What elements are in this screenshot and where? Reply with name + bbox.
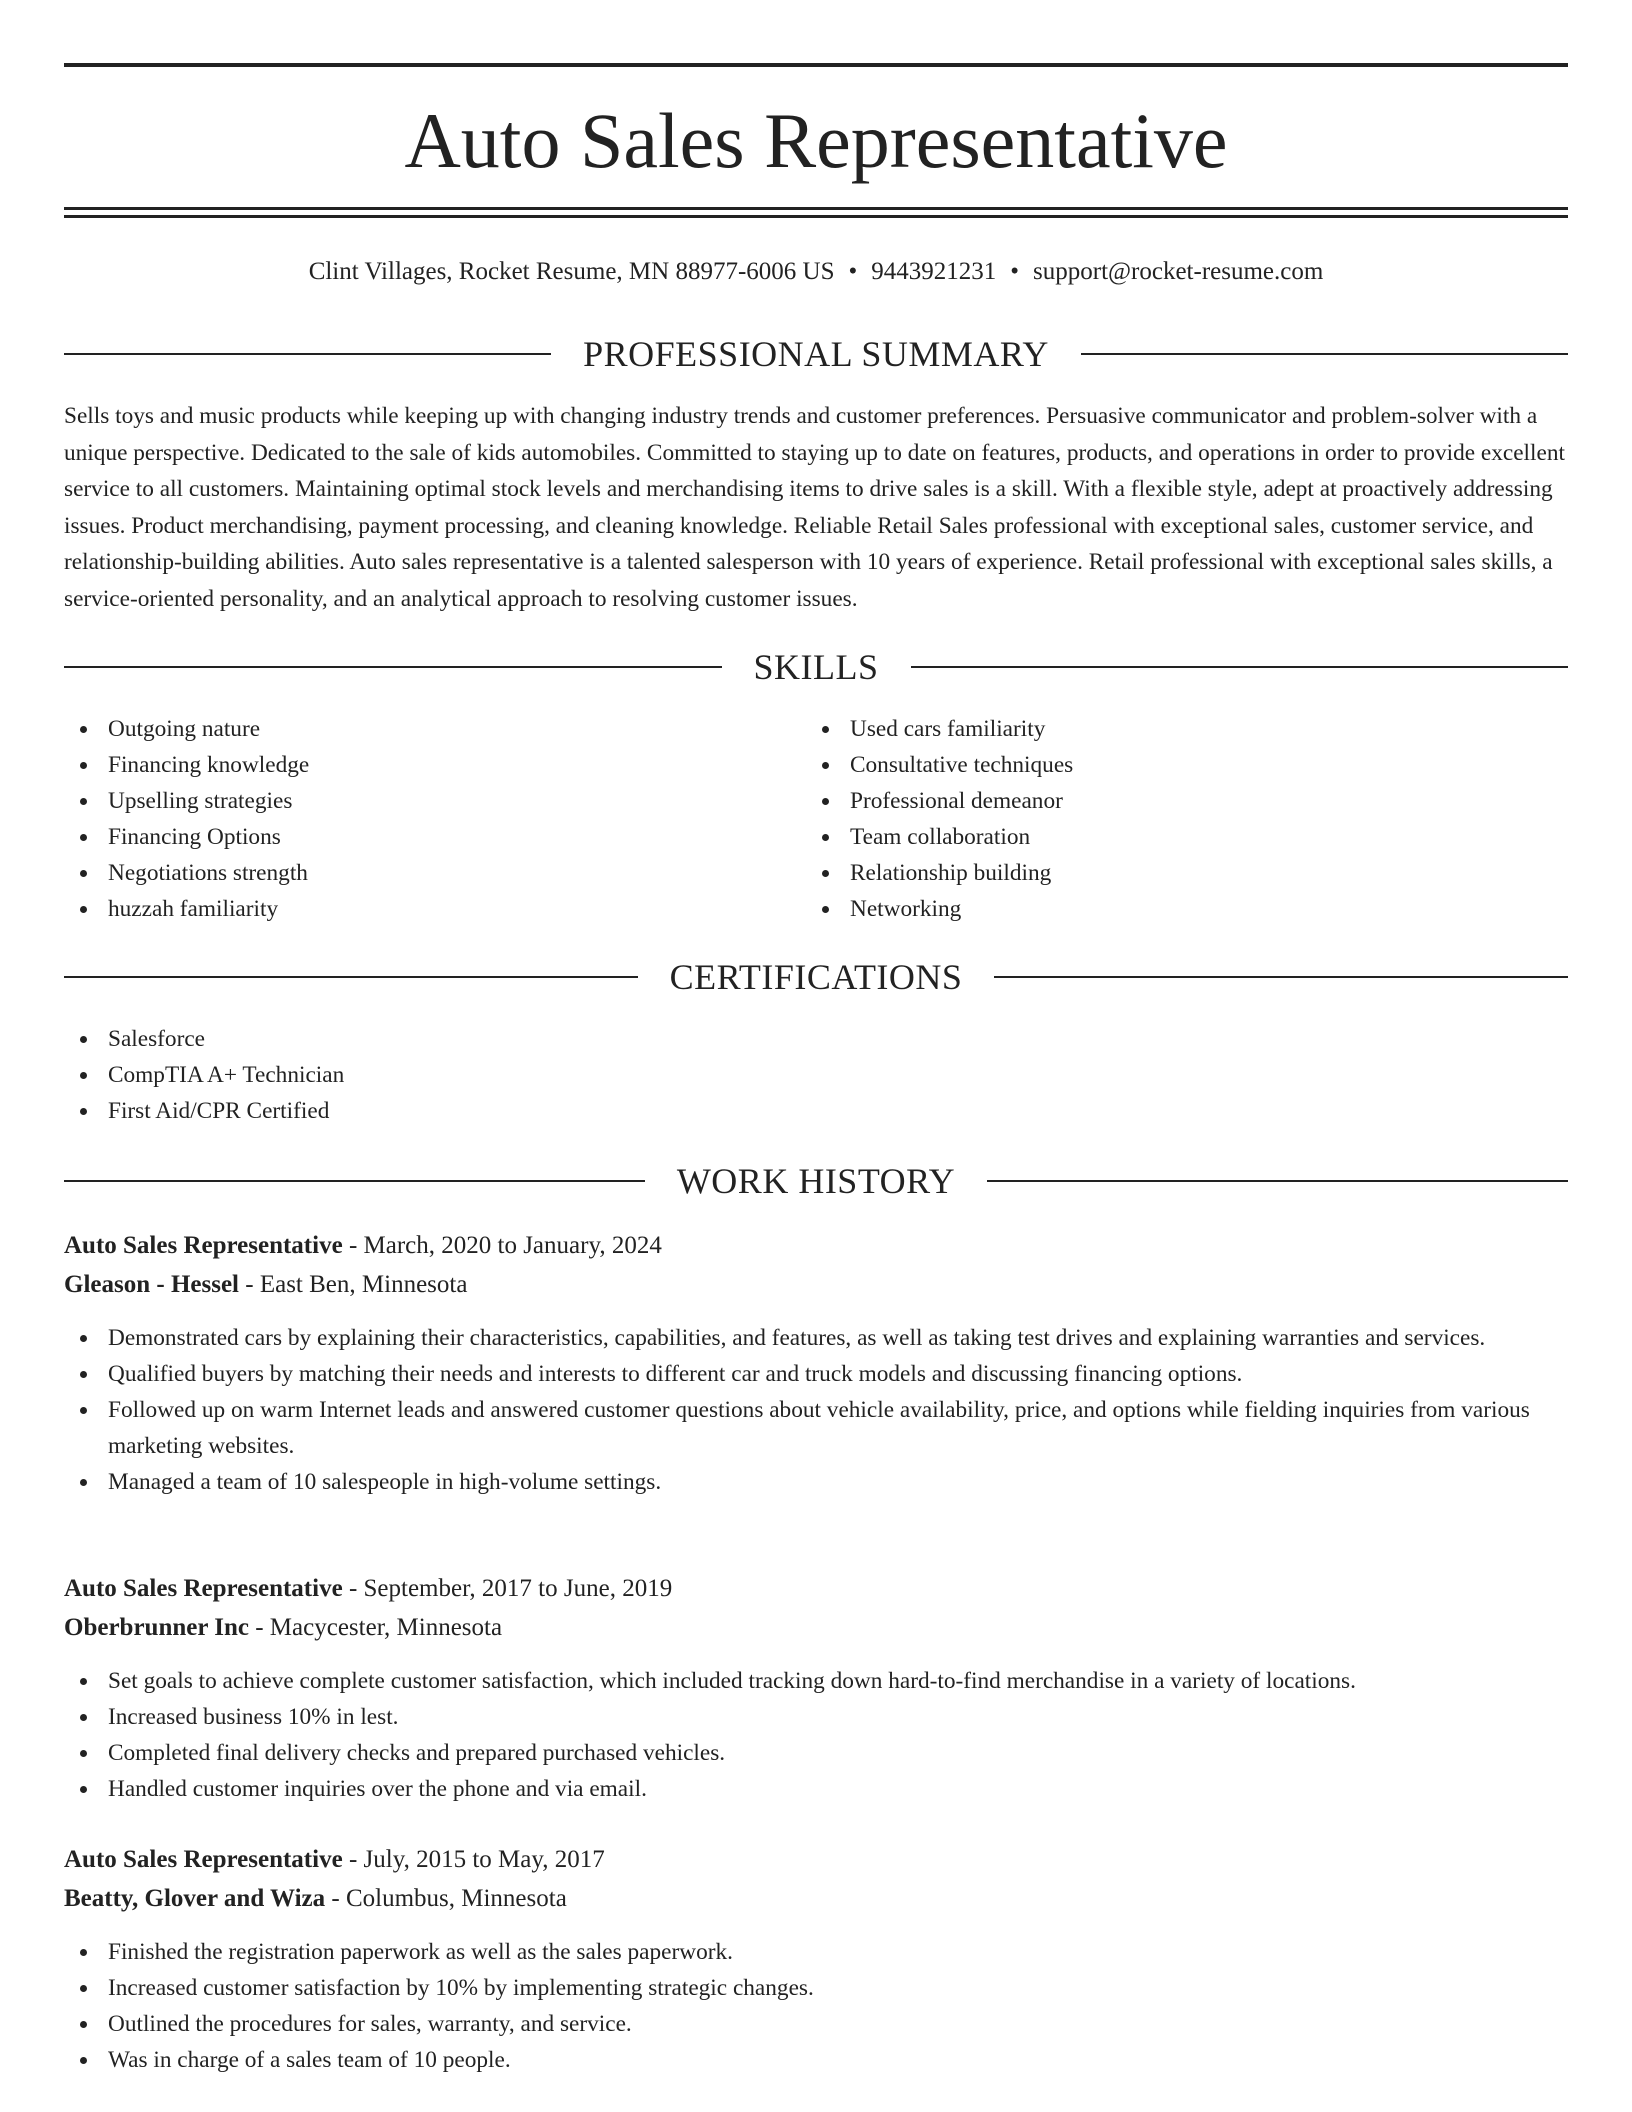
job-dates: - March, 2020 to January, 2024 <box>342 1232 662 1259</box>
job-bullet: Qualified buyers by matching their needs and interests to different car and truck models and discussing financing options. <box>64 1356 1568 1392</box>
job-bullets <box>64 1663 1568 1807</box>
divider <box>987 1180 1568 1182</box>
skill-item: Professional demeanor <box>806 783 1506 819</box>
job-company-line <box>64 1608 1568 1647</box>
section-title: WORK HISTORY <box>676 1161 956 1201</box>
certifications-list <box>64 1021 1568 1129</box>
job-bullets <box>64 1934 1568 2078</box>
job-bullet: Was in charge of a sales team of 10 people. <box>64 2042 1568 2078</box>
job-location: - Columbus, Minnesota <box>325 1885 567 1912</box>
job-entry <box>64 1840 1568 2078</box>
job-entry <box>64 1226 1568 1500</box>
job-dates: - July, 2015 to May, 2017 <box>342 1846 605 1873</box>
skill-item: Outgoing nature <box>64 711 764 747</box>
section-title: SKILLS <box>753 647 879 687</box>
summary-text: Sells toys and music products while keeping up with changing industry trends and customer preferences. Persuasive communicator and problem-solver with a unique perspective. Dedicated to the sale of kids automobiles. Committed to staying up to date on features, products, and operations in order to provide excellent service to all customers. Maintaining optimal stock levels and merchandising items to drive sales is a skill. With a flexible style, adept at proactively addressing issues. Product merchandising, payment processing, and cleaning knowledge. Reliable Retail Sales professional with exceptional sales, customer service, and relationship-building abilities. Auto sales representative is a talented salesperson with 10 years of experience. Retail professional with exceptional sales skills, a service-oriented personality, and an analytical approach to resolving customer issues. <box>64 403 1565 612</box>
skill-item: Negotiations strength <box>64 855 764 891</box>
section-header-skills <box>64 644 1568 690</box>
skill-item: Used cars familiarity <box>806 711 1506 747</box>
job-title-line <box>64 1226 1568 1265</box>
section-header-work-history <box>64 1158 1568 1204</box>
divider <box>1081 353 1568 355</box>
section-title: CERTIFICATIONS <box>669 957 963 997</box>
contact-separator: • <box>1010 258 1020 285</box>
job-company-line <box>64 1879 1568 1918</box>
skills-list-left <box>64 711 764 927</box>
job-bullets <box>64 1320 1568 1500</box>
certification-item: First Aid/CPR Certified <box>64 1093 1568 1129</box>
job-company: Oberbrunner Inc <box>64 1614 249 1641</box>
job-role: Auto Sales Representative <box>64 1575 343 1602</box>
divider <box>64 666 722 668</box>
job-bullet: Handled customer inquiries over the phone and via email. <box>64 1771 1568 1807</box>
certification-item: Salesforce <box>64 1021 1568 1057</box>
divider <box>64 976 638 978</box>
title-rule-upper <box>64 207 1568 210</box>
section-header-certifications <box>64 954 1568 1000</box>
skill-item: Relationship building <box>806 855 1506 891</box>
skill-item: Team collaboration <box>806 819 1506 855</box>
job-location: - East Ben, Minnesota <box>239 1271 468 1298</box>
contact-line <box>64 252 1568 292</box>
job-role: Auto Sales Representative <box>64 1232 343 1259</box>
title-rule-lower <box>64 215 1568 218</box>
certification-item: CompTIA A+ Technician <box>64 1057 1568 1093</box>
section-title: PROFESSIONAL SUMMARY <box>583 334 1049 374</box>
skill-item: Consultative techniques <box>806 747 1506 783</box>
job-bullet: Increased business 10% in lest. <box>64 1699 1568 1735</box>
resume-title: Auto Sales Representative <box>404 97 1228 184</box>
skill-item: huzzah familiarity <box>64 891 764 927</box>
divider <box>64 353 551 355</box>
top-rule <box>64 63 1568 67</box>
section-header-summary <box>64 331 1568 377</box>
skill-item: Financing knowledge <box>64 747 764 783</box>
skill-item: Upselling strategies <box>64 783 764 819</box>
job-title-line <box>64 1569 1568 1608</box>
job-bullet: Set goals to achieve complete customer satisfaction, which included tracking down hard-to-find merchandise in a variety of locations. <box>64 1663 1568 1699</box>
job-entry <box>64 1569 1568 1807</box>
contact-address: Clint Villages, Rocket Resume, MN 88977-6006 US <box>308 258 835 285</box>
job-role: Auto Sales Representative <box>64 1846 343 1873</box>
job-company: Beatty, Glover and Wiza <box>64 1885 326 1912</box>
job-bullet: Followed up on warm Internet leads and answered customer questions about vehicle availability, price, and options while fielding inquiries from various marketing websites. <box>64 1392 1568 1464</box>
contact-email: support@rocket-resume.com <box>1033 258 1324 285</box>
skill-item: Networking <box>806 891 1506 927</box>
job-bullet: Outlined the procedures for sales, warranty, and service. <box>64 2006 1568 2042</box>
job-bullet: Demonstrated cars by explaining their characteristics, capabilities, and features, as well as taking test drives and explaining warranties and services. <box>64 1320 1568 1356</box>
skill-item: Financing Options <box>64 819 764 855</box>
divider <box>994 976 1568 978</box>
job-company: Gleason - Hessel <box>64 1271 239 1298</box>
job-bullet: Managed a team of 10 salespeople in high-volume settings. <box>64 1464 1568 1500</box>
job-bullet: Increased customer satisfaction by 10% by implementing strategic changes. <box>64 1970 1568 2006</box>
job-dates: - September, 2017 to June, 2019 <box>342 1575 673 1602</box>
job-bullet: Completed final delivery checks and prepared purchased vehicles. <box>64 1735 1568 1771</box>
contact-phone: 9443921231 <box>871 258 997 285</box>
divider <box>911 666 1569 668</box>
contact-separator: • <box>848 258 858 285</box>
job-location: - Macycester, Minnesota <box>248 1614 503 1641</box>
job-title-line <box>64 1840 1568 1879</box>
divider <box>64 1180 645 1182</box>
job-company-line <box>64 1265 1568 1304</box>
skills-list-right <box>806 711 1506 927</box>
job-bullet: Finished the registration paperwork as well as the sales paperwork. <box>64 1934 1568 1970</box>
